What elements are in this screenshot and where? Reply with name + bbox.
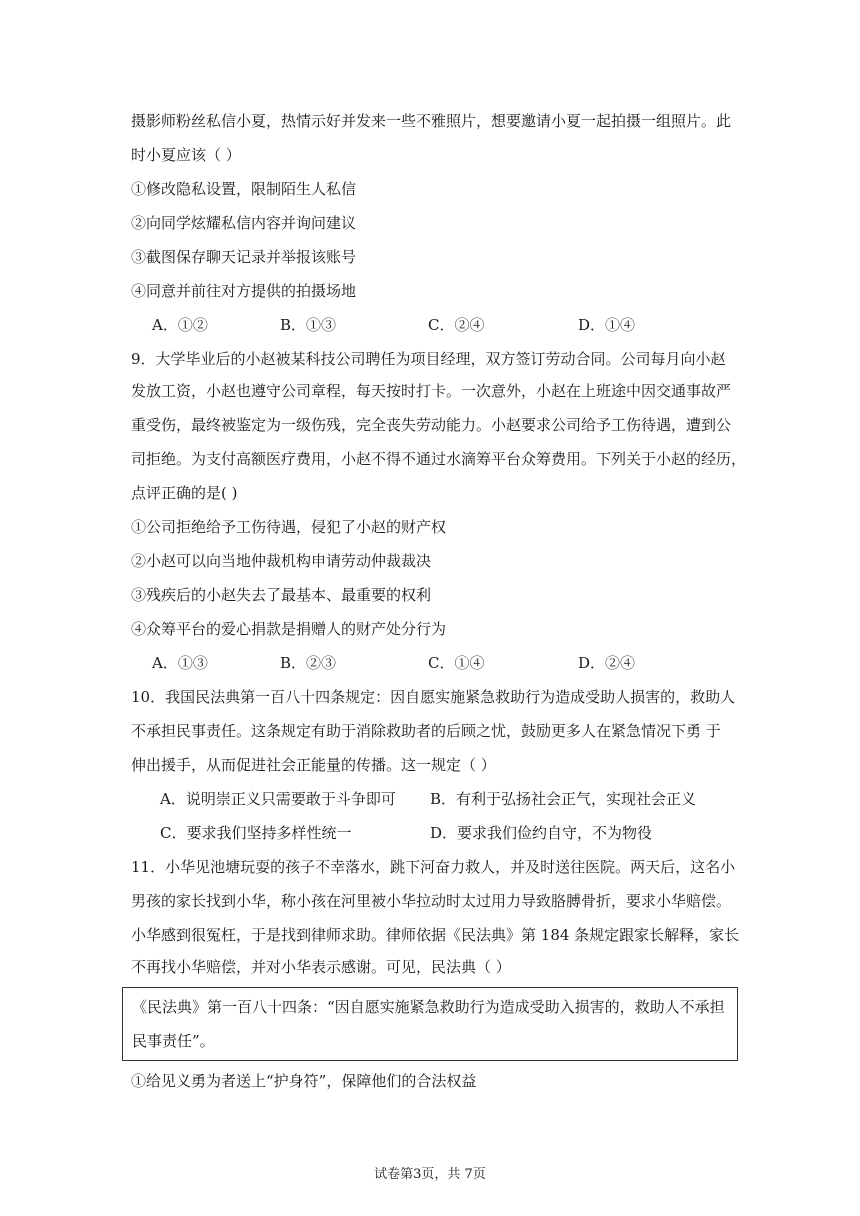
q9-stem-line-2: 发放工资，小赵也遵守公司章程，每天按时打卡。一次意外，小赵在上班途中因交通事故严 bbox=[131, 382, 732, 400]
q9-option-c: C．①④ bbox=[428, 654, 485, 672]
q9-statement-3: ③残疾后的小赵失去了最基本、最重要的权利 bbox=[131, 586, 432, 604]
q10-stem-line-1: 10．我国民法典第一百八十四条规定：因自愿实施紧急救助行为造成受助人损害的，救助人 bbox=[131, 688, 736, 706]
q8-statement-1: ①修改隐私设置，限制陌生人私信 bbox=[131, 180, 357, 198]
q11-box-line-2: 民事责任”。 bbox=[132, 1032, 215, 1050]
q11-stem-line-4: 不再找小华赔偿，并对小华表示感谢。可见，民法典（ ） bbox=[131, 958, 511, 976]
q8-statement-2: ②向同学炫耀私信内容并询问建议 bbox=[131, 214, 357, 232]
page-footer: 试卷第3页，共 7页 bbox=[374, 1167, 486, 1182]
q8-stem-line-1: 摄影师粉丝私信小夏，热情示好并发来一些不雅照片，想要邀请小夏一起拍摄一组照片。此 bbox=[131, 112, 732, 130]
q9-statement-2: ②小赵可以向当地仲裁机构申请劳动仲裁裁决 bbox=[131, 552, 432, 570]
q11-stem-line-2: 男孩的家长找到小华，称小孩在河里被小华拉动时太过用力导致胳膊骨折，要求小华赔偿。 bbox=[131, 892, 732, 910]
q9-stem-line-3: 重受伤，最终被鉴定为一级伤残，完全丧失劳动能力。小赵要求公司给予工伤待遇，遭到公 bbox=[131, 416, 732, 434]
q9-stem-line-4: 司拒绝。为支付高额医疗费用，小赵不得不通过水滴筹平台众筹费用。下列关于小赵的经历， bbox=[131, 450, 747, 468]
q9-statement-1: ①公司拒绝给予工伤待遇，侵犯了小赵的财产权 bbox=[131, 518, 447, 536]
q11-statement-1: ①给见义勇为者送上“护身符”，保障他们的合法权益 bbox=[131, 1072, 477, 1090]
q10-option-d: D．要求我们俭约自守，不为物役 bbox=[430, 824, 653, 842]
q10-option-c: C．要求我们坚持多样性统一 bbox=[160, 824, 352, 842]
q11-stem-line-3: 小华感到很冤枉，于是找到律师求助。律师依据《民法典》第 184 条规定跟家长解释，家长 bbox=[131, 926, 740, 944]
q10-stem-line-2: 不承担民事责任。这条规定有助于消除救助者的后顾之忧，鼓励更多人在紧急情况下勇 于 bbox=[131, 722, 721, 740]
q10-option-b: B．有利于弘扬社会正气，实现社会正义 bbox=[430, 790, 697, 808]
q11-material-box bbox=[122, 987, 738, 1061]
q9-stem-line-5: 点评正确的是( ) bbox=[131, 484, 238, 502]
q8-option-a: A．①② bbox=[152, 316, 208, 334]
q9-stem-line-1: 9．大学毕业后的小赵被某科技公司聘任为项目经理，双方签订劳动合同。公司每月向小赵 bbox=[131, 350, 726, 368]
q8-stem-line-2: 时小夏应该（ ） bbox=[131, 146, 241, 164]
q11-box-line-1: 《民法典》第一百八十四条：“因自愿实施紧急救助行为造成受助入损害的，救助人不承担 bbox=[132, 998, 725, 1016]
q9-statement-4: ④众筹平台的爱心捐款是捐赠人的财产处分行为 bbox=[131, 620, 447, 638]
q9-option-d: D．②④ bbox=[578, 654, 636, 672]
q9-option-a: A．①③ bbox=[152, 654, 208, 672]
q11-stem-line-1: 11．小华见池塘玩耍的孩子不幸落水，跳下河奋力救人，并及时送往医院。两天后，这名小 bbox=[131, 858, 736, 876]
q8-statement-3: ③截图保存聊天记录并举报该账号 bbox=[131, 248, 357, 266]
q8-option-c: C．②④ bbox=[428, 316, 485, 334]
q10-stem-line-3: 伸出援手，从而促进社会正能量的传播。这一规定（ ） bbox=[131, 756, 496, 774]
q9-option-b: B．②③ bbox=[280, 654, 337, 672]
q8-option-d: D．①④ bbox=[578, 316, 636, 334]
q8-statement-4: ④同意并前往对方提供的拍摄场地 bbox=[131, 282, 357, 300]
q8-option-b: B．①③ bbox=[280, 316, 337, 334]
q10-option-a: A．说明崇正义只需要敢于斗争即可 bbox=[160, 790, 396, 808]
